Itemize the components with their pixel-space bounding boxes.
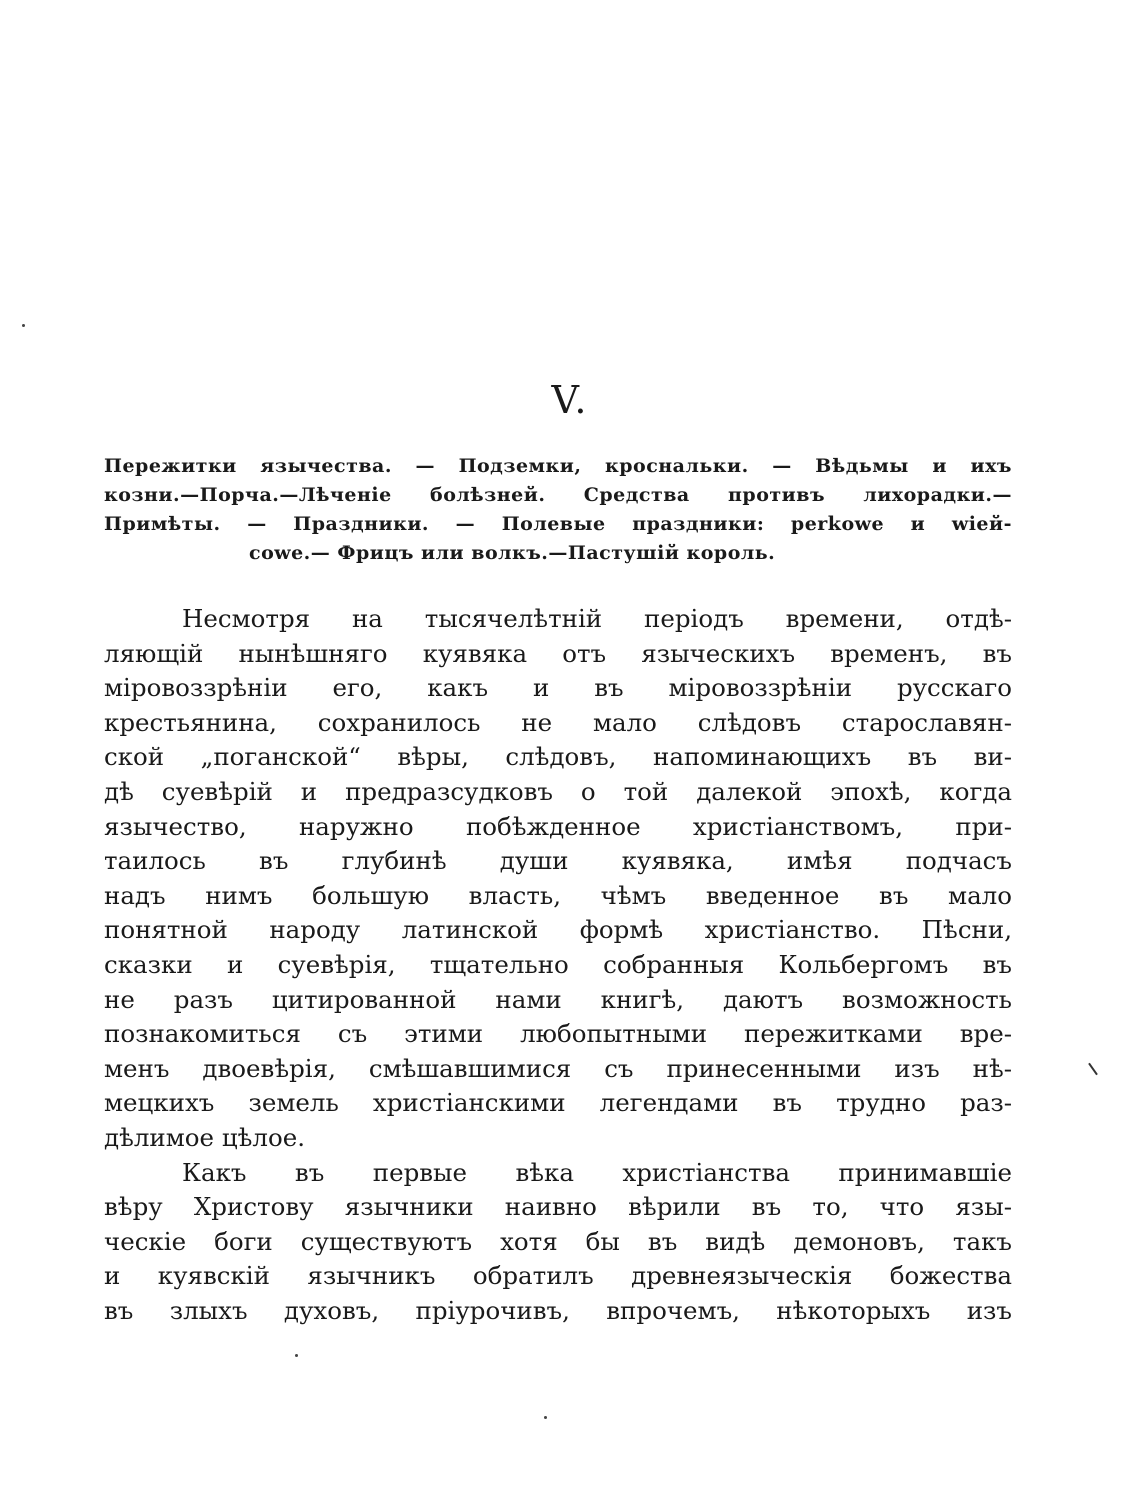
scan-speck: [295, 1354, 298, 1357]
scan-speck: [544, 1416, 547, 1419]
paragraph-line: язычество, наружно побѣжденное христіанствомъ, при-: [104, 811, 1012, 841]
paragraph-line: познакомиться съ этими любопытными пережитками вре-: [104, 1019, 1012, 1049]
paragraph-line: вѣру Христову язычники наивно вѣрили въ то, что язы-: [104, 1192, 1012, 1222]
paragraph-line: Какъ въ первые вѣка христіанства принимавшіе: [182, 1157, 1012, 1187]
paragraph-line: и куявскій язычникъ обратилъ древнеязыческія божества: [104, 1261, 1012, 1291]
paragraph-line: надъ нимъ большую власть, чѣмъ введенное въ мало: [104, 880, 1012, 910]
chapter-summary: [104, 452, 1012, 568]
paragraph-line: сказки и суевѣрія, тщательно собранныя Кольбергомъ въ: [104, 949, 1012, 979]
paragraph-line: не разъ цитированной нами книгѣ, даютъ возможность: [104, 984, 1012, 1014]
summary-line: козни.—Порча.—Лѣченіе болѣзней. Средства противъ лихорадки.—: [104, 484, 1012, 506]
body-text: [104, 602, 1012, 1328]
paragraph-line: дѣлимое цѣлое.: [104, 1122, 305, 1152]
paragraph-line: менъ двоевѣрія, смѣшавшимися съ принесенными изъ нѣ-: [104, 1053, 1012, 1083]
paragraph-line: понятной народу латинской формѣ христіанство. Пѣсни,: [104, 915, 1012, 945]
paragraph-line: крестьянина, сохранилось не мало слѣдовъ старославян-: [104, 707, 1012, 737]
paragraph-line: міровоззрѣніи его, какъ и въ міровоззрѣніи русскаго: [104, 673, 1012, 703]
paragraph-line: въ злыхъ духовъ, пріурочивъ, впрочемъ, нѣкоторыхъ изъ: [104, 1295, 1012, 1325]
summary-line: Пережитки язычества. — Подземки, кроснальки. — Вѣдьмы и ихъ: [104, 455, 1012, 477]
paragraph-line: Несмотря на тысячелѣтній періодъ времени, отдѣ-: [182, 604, 1012, 633]
paragraph-line: дѣ суевѣрій и предразсудковъ о той далекой эпохѣ, когда: [104, 776, 1012, 806]
chapter-number: V.: [551, 378, 589, 422]
paragraph-line: ческіе боги существуютъ хотя бы въ видѣ демоновъ, такъ: [104, 1226, 1012, 1256]
paragraph-line: мецкихъ земель христіанскими легендами въ трудно раз-: [104, 1088, 1012, 1118]
paragraph-line: ляющій нынѣшняго куявяка отъ языческихъ временъ, въ: [104, 638, 1012, 668]
paragraph-line: ской „поганской“ вѣры, слѣдовъ, напоминающихъ въ ви-: [104, 742, 1012, 772]
scan-speck: [22, 324, 25, 327]
margin-mark: [1088, 1063, 1098, 1076]
paragraph-line: таилось въ глубинѣ души куявяка, имѣя подчасъ: [104, 846, 1012, 876]
summary-line: cowe.— Фрицъ или волкъ.—Пастушій король.: [249, 542, 776, 564]
summary-line: Примѣты. — Праздники. — Полевые праздники: perkowe и wieй-: [104, 513, 1012, 535]
